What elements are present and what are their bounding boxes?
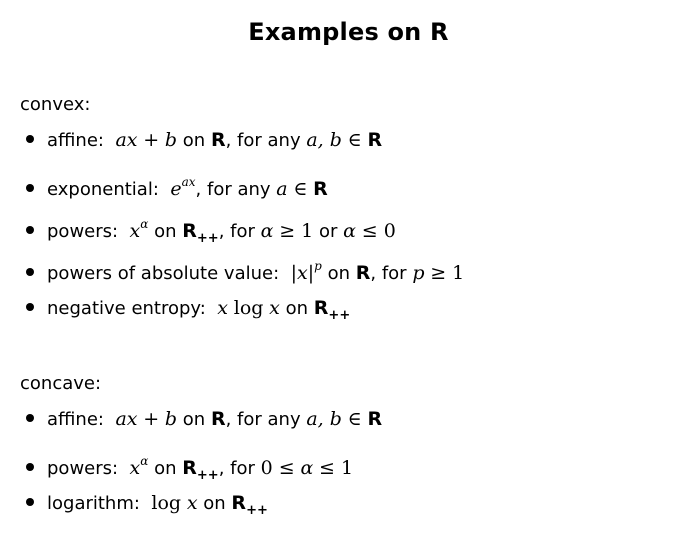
concave-examples-list xyxy=(26,405,382,531)
math-expression: $x^\alpha$ xyxy=(129,217,149,242)
item-label: exponential: xyxy=(47,179,159,200)
positive-reals-symbol: $R_{++}$ xyxy=(182,220,219,246)
convex-item-exponential: exponential: $e^{ax}$, for any a ∈ R xyxy=(26,168,464,210)
math-expression: ax xyxy=(115,408,138,430)
item-label: logarithm: xyxy=(47,493,140,514)
math-expression: $|x|^p$ xyxy=(290,259,322,284)
bullet-icon xyxy=(26,463,34,471)
concave-item-powers: powers: $x^\alpha$ on $R_{++}$, for 0 ≤ α ≤ 1 xyxy=(26,447,382,489)
item-label: powers of absolute value: xyxy=(47,263,280,284)
bullet-icon xyxy=(26,414,34,422)
convex-examples-list xyxy=(26,126,464,336)
reals-symbol: R xyxy=(313,178,328,200)
convex-section-label: convex: xyxy=(20,94,91,115)
item-label: negative entropy: xyxy=(47,298,206,319)
item-label: affine: xyxy=(47,409,104,430)
reals-symbol: R xyxy=(210,129,226,151)
convex-item-affine: affine: ax + b on R, for any a, b ∈ R xyxy=(26,126,464,168)
bullet-icon xyxy=(26,135,34,143)
bullet-icon xyxy=(26,303,34,311)
math-expression: ax xyxy=(115,129,138,151)
bullet-icon xyxy=(26,268,34,276)
convex-item-powers: powers: $x^\alpha$ on $R_{++}$, for α ≥ 1 or α ≤ 0 xyxy=(26,210,464,252)
reals-symbol: R xyxy=(210,408,226,430)
positive-reals-symbol: $R_{++}$ xyxy=(231,492,268,518)
bullet-icon xyxy=(26,498,34,506)
math-expression: $x^\alpha$ xyxy=(129,454,149,479)
concave-section-label: concave: xyxy=(20,373,102,394)
bullet-icon xyxy=(26,184,34,192)
slide-title: Examples on R xyxy=(248,18,449,46)
math-expression: log xyxy=(151,492,182,514)
positive-reals-symbol: $R_{++}$ xyxy=(313,297,351,323)
reals-symbol: R xyxy=(355,262,371,284)
bullet-icon xyxy=(26,226,34,234)
reals-symbol: R xyxy=(367,129,383,151)
item-label: powers: xyxy=(47,221,119,242)
positive-reals-symbol: $R_{++}$ xyxy=(182,457,219,483)
math-expression: x xyxy=(217,297,229,319)
reals-symbol: R xyxy=(367,408,383,430)
concave-item-logarithm: logarithm: log x on $R_{++}$ xyxy=(26,489,382,531)
convex-item-powers-of-absolute-value: powers of absolute value: $|x|^p$ on R, for p ≥ 1 xyxy=(26,252,464,294)
item-label: affine: xyxy=(47,130,104,151)
math-expression: $e^{ax}$ xyxy=(170,175,196,200)
concave-item-affine: affine: ax + b on R, for any a, b ∈ R xyxy=(26,405,382,447)
convex-item-negative-entropy: negative entropy: x log x on $R_{++}$ xyxy=(26,294,464,336)
item-label: powers: xyxy=(47,458,119,479)
